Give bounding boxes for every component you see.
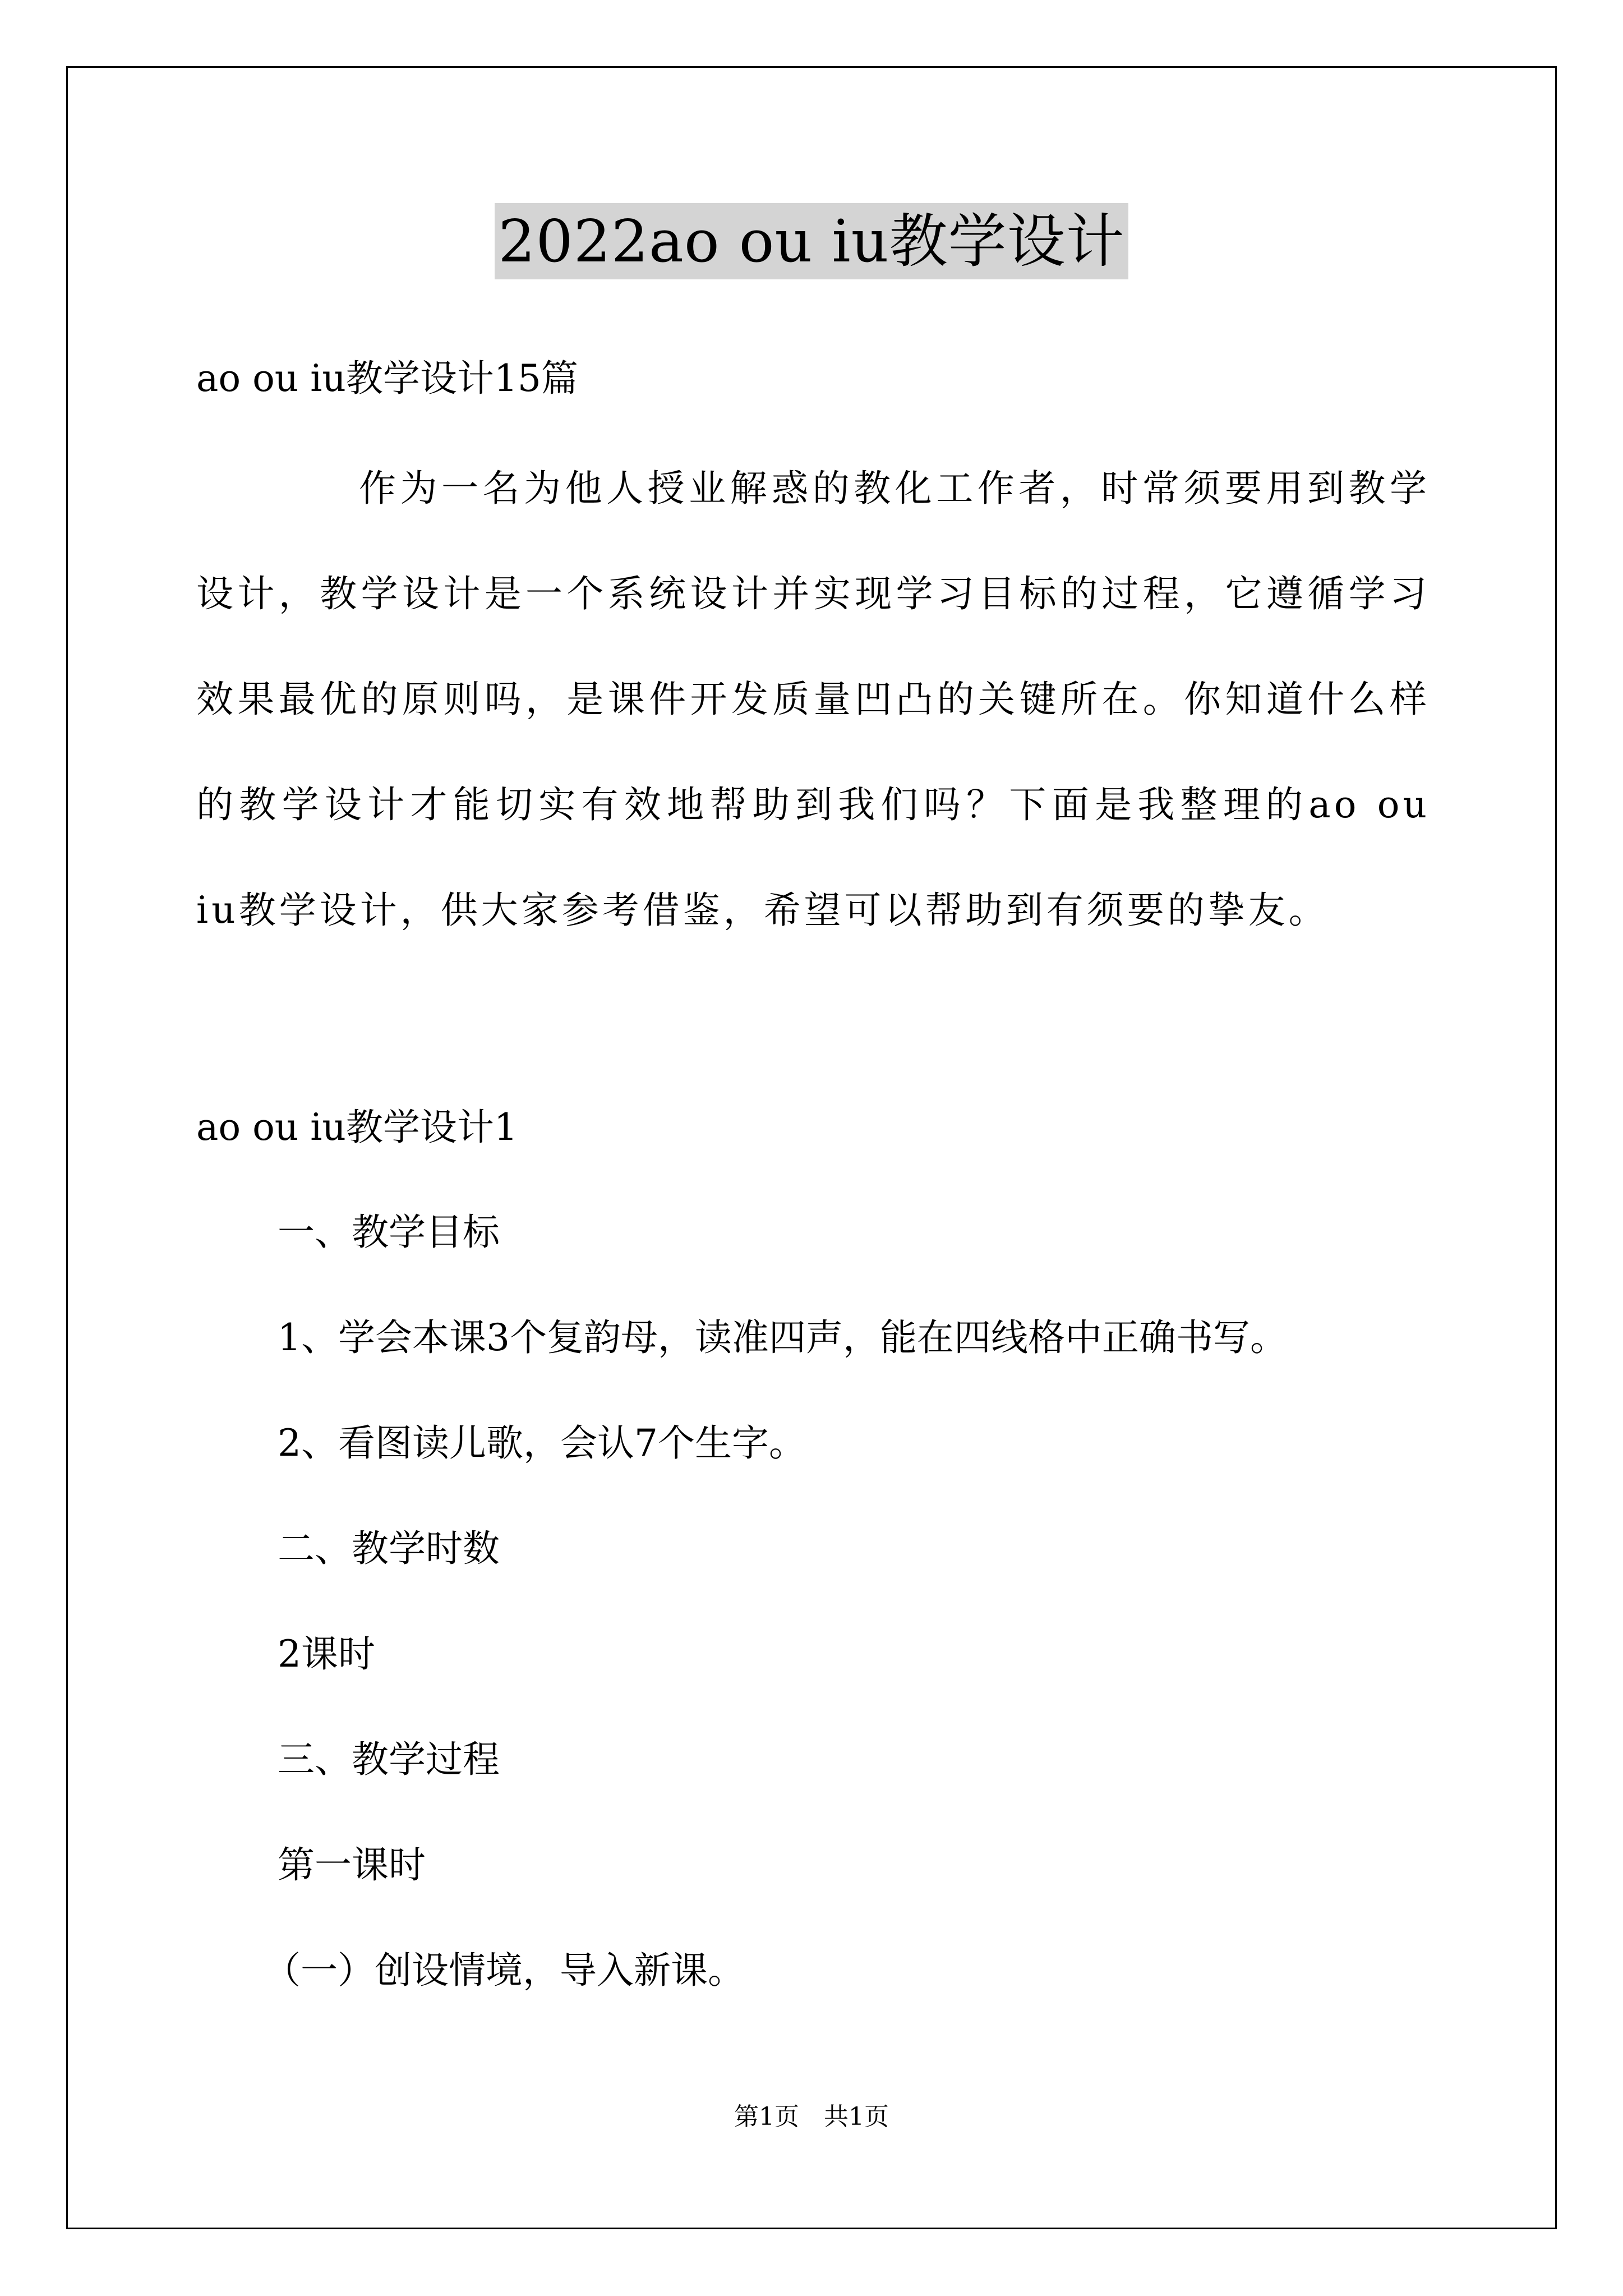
intro-line: 作为一名为他人授业解惑的教化工作者，时常须要用到教学 bbox=[359, 467, 1430, 510]
intro-line: 效果最优的原则吗，是课件开发质量凹凸的关键所在。你知道什么样 bbox=[196, 678, 1430, 721]
objective-item: 1、学会本课3个复韵母，读准四声，能在四线格中正确书写。 bbox=[278, 1316, 1287, 1359]
document-subtitle: ao ou iu教学设计15篇 bbox=[196, 357, 578, 400]
first-lesson-label: 第一课时 bbox=[278, 1843, 426, 1887]
section-heading: ao ou iu教学设计1 bbox=[196, 1106, 518, 1149]
objective-item: 2、看图读儿歌，会认7个生字。 bbox=[278, 1421, 806, 1465]
intro-paragraph bbox=[196, 463, 1430, 991]
heading-teaching-hours: 二、教学时数 bbox=[278, 1527, 500, 1570]
document-title: 2022ao ou iu教学设计 bbox=[495, 203, 1128, 279]
intro-line: 的教学设计才能切实有效地帮助到我们吗？下面是我整理的ao ou bbox=[196, 783, 1430, 826]
teaching-hours-value: 2课时 bbox=[278, 1632, 375, 1676]
page-footer: 第1页 共1页 bbox=[734, 2102, 889, 2131]
heading-teaching-process: 三、教学过程 bbox=[278, 1738, 500, 1781]
step-heading: （一）创设情境，导入新课。 bbox=[264, 1949, 745, 1992]
heading-teaching-objectives: 一、教学目标 bbox=[278, 1211, 500, 1254]
title-container bbox=[0, 203, 1623, 279]
intro-line: iu教学设计，供大家参考借鉴，希望可以帮助到有须要的挚友。 bbox=[196, 889, 1329, 932]
intro-line: 设计，教学设计是一个系统设计并实现学习目标的过程，它遵循学习 bbox=[196, 572, 1430, 615]
